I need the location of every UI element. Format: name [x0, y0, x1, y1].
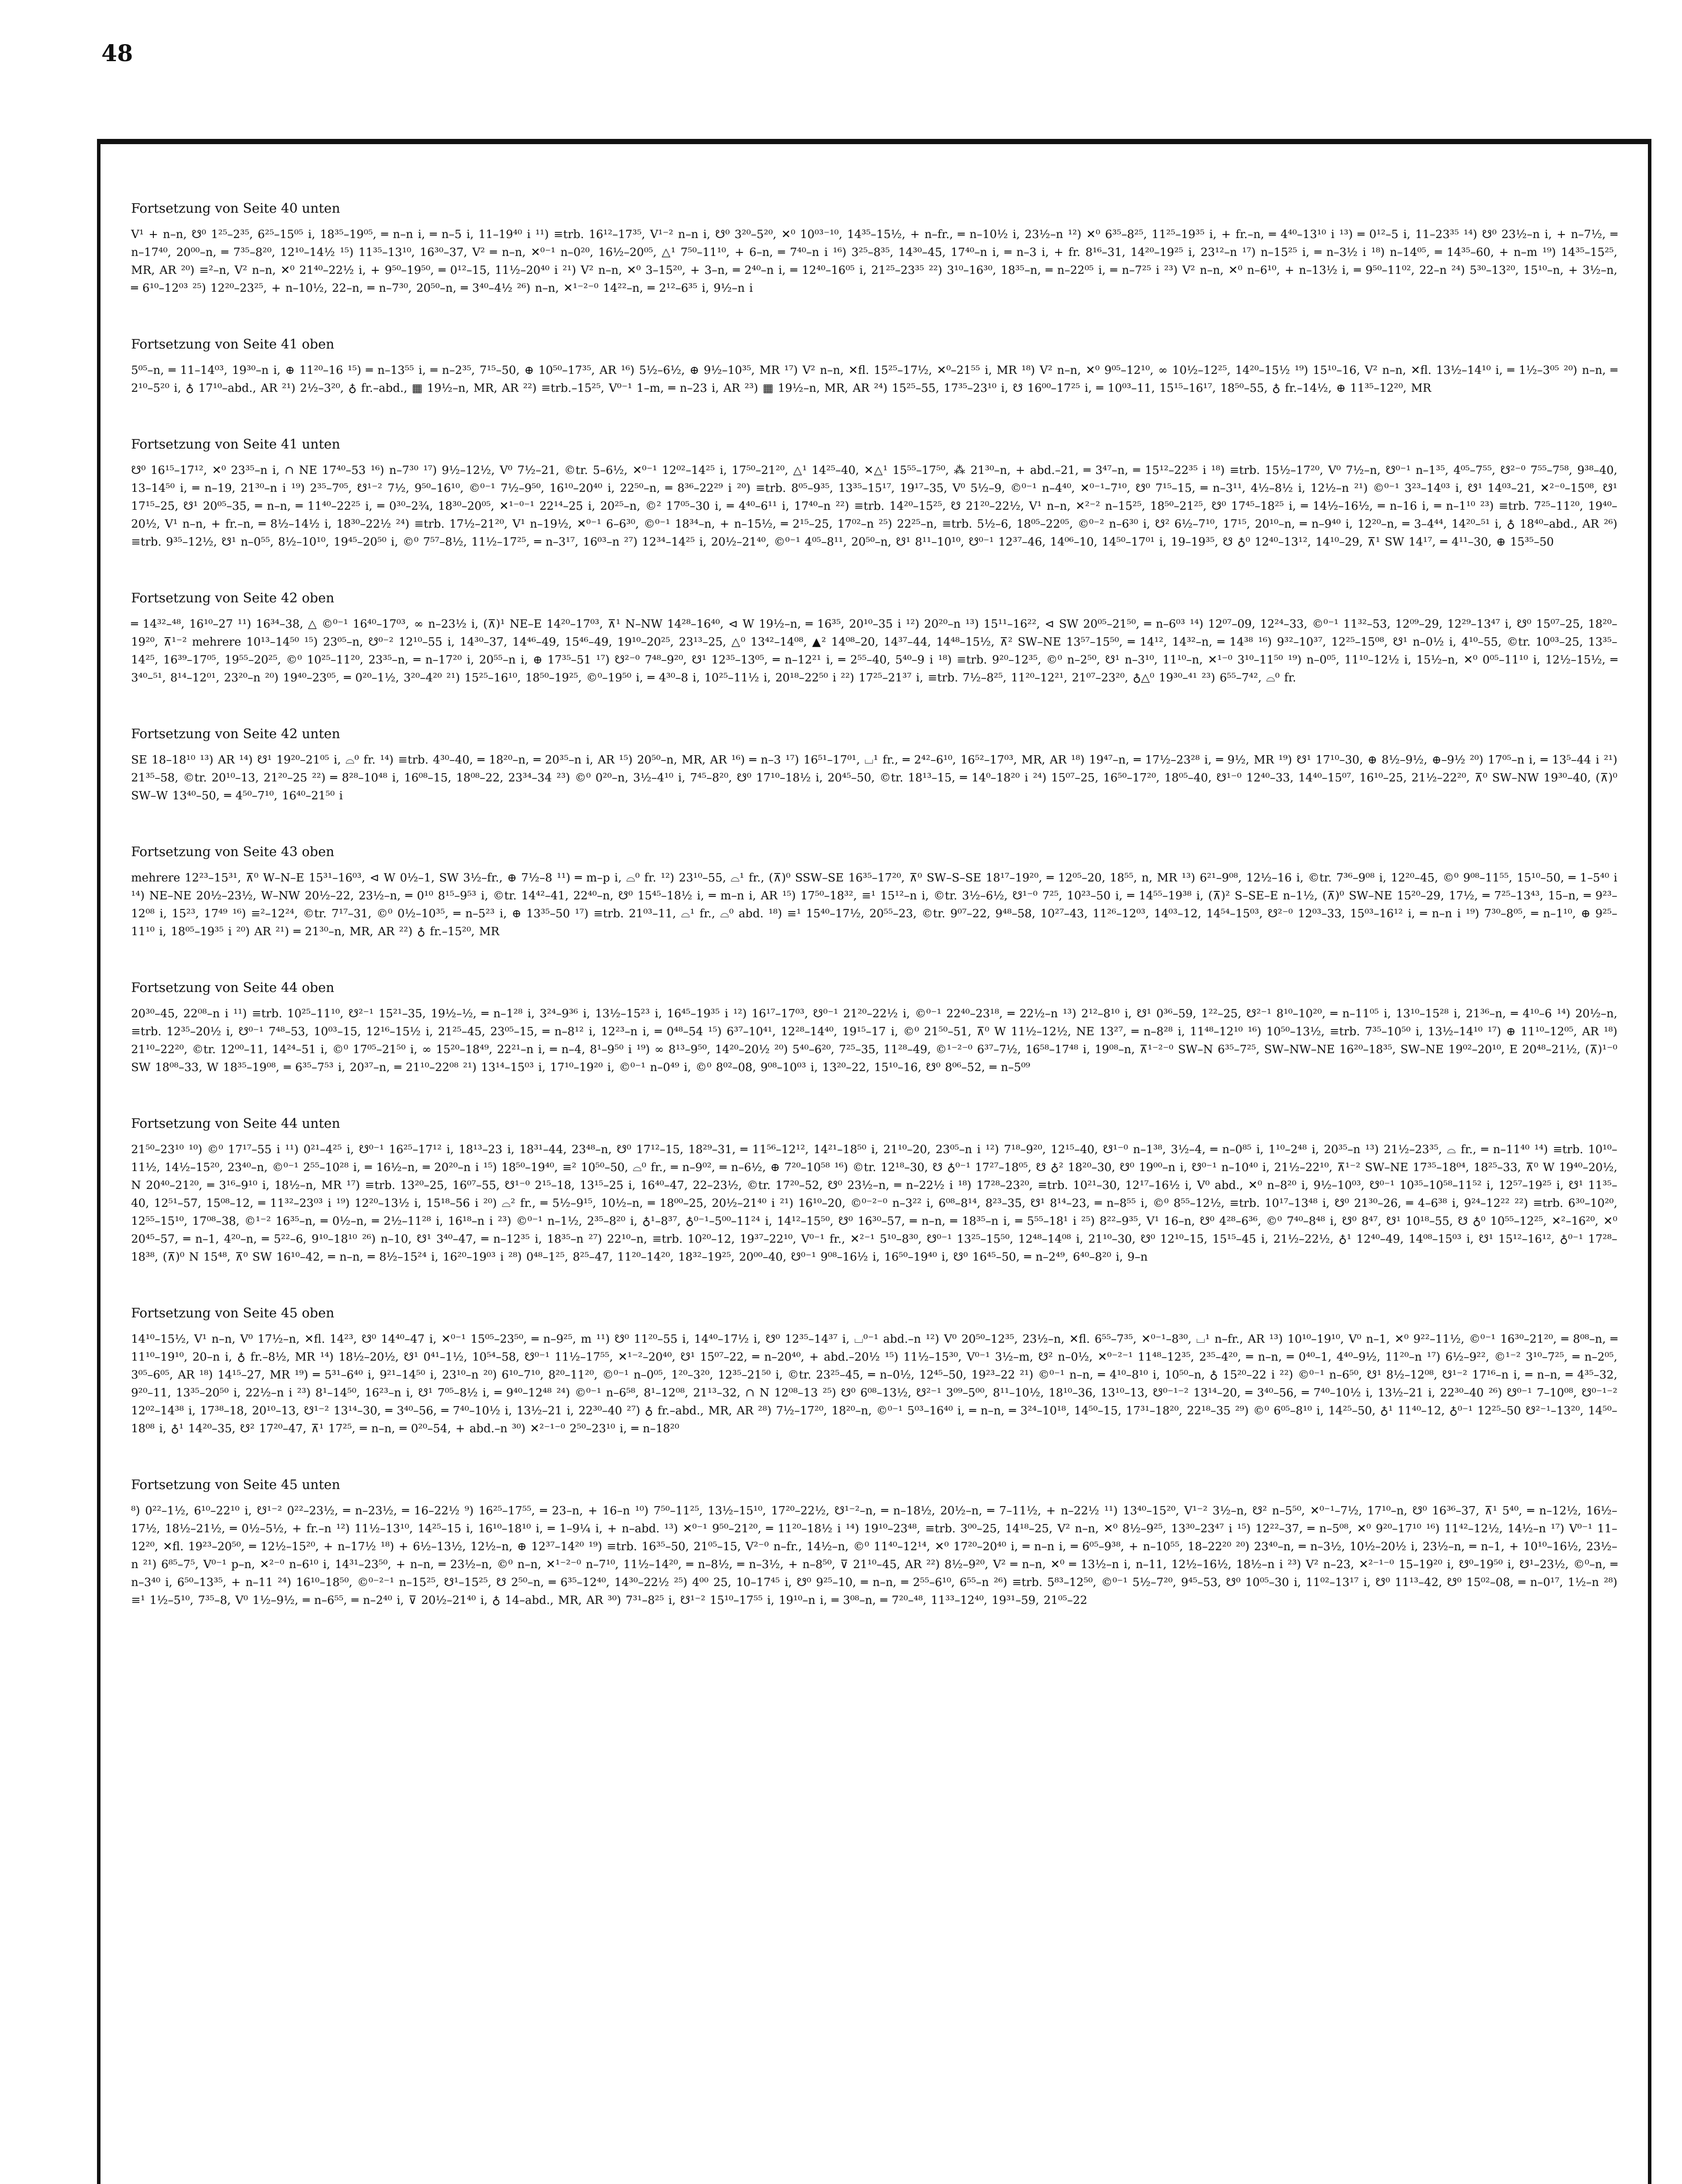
- section-heading: Fortsetzung von Seite 44 unten: [131, 1116, 340, 1131]
- section-heading: Fortsetzung von Seite 45 oben: [131, 1306, 335, 1321]
- section-42-unten: [131, 726, 1617, 805]
- section-41-oben: [131, 337, 1617, 397]
- page-number: 48: [101, 40, 133, 67]
- section-heading: Fortsetzung von Seite 44 oben: [131, 980, 335, 995]
- section-entries: 21⁵⁰–23¹⁰ ¹⁰) ©⁰ 17¹⁷–55 i ¹¹) 0²¹–4²⁵ i, ☋⁰⁻¹ 16²⁵–17¹² i, 18¹³–23 i, 18³¹–44, 23⁴⁸–n, ☋⁰ 17¹²–15, 18²⁹–31, ═ 11⁵⁶–12¹², 14²¹–18⁵⁰ i, 21¹⁰–20, 23⁰⁵–n i ¹²) 7¹⁸–9²⁰, 12¹⁵–40, ☋¹⁻⁰ n–1³⁸, 3½–4, ═ n–0⁸⁵ i, 1¹⁰–2⁴⁸ i, 20³⁵–n ¹³) 21½–23³⁵, ⌓ fr., ═ n–11⁴⁰ ¹⁴) ≡trb. 10¹⁰–11½, 14½–15²⁰, 23⁴⁰–n, ©⁰⁻¹ 2⁵⁵–10²⁸ i, ═ 16½–n, ═ 20²⁰–n i ¹⁵) 18⁵⁰–19⁴⁰, ≡² 10⁵⁰–50, ⌓⁰ fr., ═ n–9⁰², ═ n–6½, ⊕ 7²⁰–10⁵⁸ ¹⁶) ©tr. 12¹⁸–30, ☋ ♁⁰⁻¹ 17²⁷–18⁰⁵, ☋ ♁² 18²⁰–30, ☋⁰ 19⁰⁰–n i, ☋⁰⁻¹ n–10⁴⁰ i, 21½–22¹⁰, ⊼¹⁻² SW–NE 17³⁵–18⁰⁴, 18²⁵–33, ⊼⁰ W 19⁴⁰–20½, N 20⁴⁰–21²⁰, ═ 3¹⁶–9¹⁰ i, 18½–n, MR ¹⁷) ≡trb. 13²⁰–25, 16⁰⁷–55, ☋¹⁻⁰ 2¹⁵–18, 13¹⁵–25 i, 16⁴⁰–47, 22–23½, ©tr. 17²⁰–52, ☋⁰ 23½–n, ═ n–22½ i ¹⁸) 17²⁸–23²⁰, ≡trb. 10²¹–30, 12¹⁷–16½ i, V⁰ abd., ✕⁰ n–8²⁰ i, 9½–10⁰³, ☋⁰⁻¹ 10³⁵–10⁵⁸–11⁵² i, 12⁵⁷–19²⁵ i, ☋¹ 11³⁵–40, 12⁵¹–57, 15⁰⁸–12, ═ 11³²–23⁰³ i ¹⁹) 12²⁰–13½ i, 15¹⁸–56 i ²⁰) ⌓² fr., ═ 5½–9¹⁵, 10½–n, ═ 18⁰⁰–25, 20½–21⁴⁰ i ²¹) 16¹⁰–20, ©⁰⁻²⁻⁰ n–3²² i, 6⁰⁸–8¹⁴, 8²³–35, ☋¹ 8¹⁴–23, ═ n–8⁵⁵ i, ©⁰ 8⁵⁵–12½, ≡trb. 10¹⁷–13⁴⁸ i, ☋⁰ 21³⁰–26, ═ 4–6³⁸ i, 9²⁴–12²² ²²) ≡trb. 6³⁰–10²⁰, 12⁵⁵–15¹⁰, 17⁰⁸–38, ©¹⁻² 16³⁵–n, ═ 0½–n, ═ 2½–11²⁸ i, 16¹⁸–n i ²³) ©⁰⁻¹ n–1½, 2³⁵–8²⁰ i, ♁¹–8³⁷, ♁⁰⁻¹–5⁰⁰–11²⁴ i, 14¹²–15⁵⁰, ☋⁰ 16³⁰–57, ═ n–n, ═ 18³⁵–n i, ═ 5⁵⁵–18¹ i ²⁵) 8²²–9³⁵, V¹ 16–n, ☋⁰ 4²⁸–6³⁶, ©⁰ 7⁴⁰–8⁴⁸ i, ☋⁰ 8⁴⁷, ☋¹ 10¹⁸–55, ☋ ♁⁰ 10⁵⁵–12²⁵, ✕²–16²⁰, ✕⁰ 20⁴⁵–57, ═ n–1, 4²⁰–n, ═ 5²²–6, 9¹⁰–18¹⁰ ²⁶) n–10, ☋¹ 3⁴⁰–47, ═ n–12³⁵ i, 18³⁵–n ²⁷) 22¹⁰–n, ≡trb. 10²⁰–12, 19³⁷–22¹⁰, V⁰⁻¹ fr., ✕²⁻¹ 5¹⁰–8³⁰, ☋⁰⁻¹ 13²⁵–15⁵⁰, 12⁴⁸–14⁰⁸ i, 21¹⁰–30, ☋⁰ 12¹⁰–15, 15¹⁵–45 i, 21½–22½, ♁¹ 12⁴⁰–49, 14⁰⁸–15⁰³ i, ☋¹ 15¹²–16¹², ♁⁰⁻¹ 17²⁸–18³⁸, (⊼)⁰ N 15⁴⁸, ⊼⁰ SW 16¹⁰–42, ═ n–n, ═ 8½–15²⁴ i, 16²⁰–19⁰³ i ²⁸) 0⁴⁸–1²⁵, 8²⁵–47, 11²⁰–14²⁰, 18³²–19²⁵, 20⁰⁰–40, ☋⁰⁻¹ 9⁰⁸–16½ i, 16⁵⁰–19⁴⁰ i, ☋⁰ 16⁴⁵–50, ═ n–2⁴⁹, 6⁴⁰–8²⁰ i, 9–n: [131, 1143, 1617, 1264]
- section-entries: V¹ + n–n, ☋⁰ 1²⁵–2³⁵, 6²⁵–15⁰⁵ i, 18³⁵–19⁰⁵, ═ n–n i, ═ n–5 i, 11–19⁴⁰ i ¹¹) ≡trb. 16¹²–17³⁵, V¹⁻² n–n i, ☋⁰ 3²⁰–5²⁰, ✕⁰ 10⁰³⁻¹⁰, 14³⁵–15½, + n–fr., ═ n–10½ i, 23½–n ¹²) ✕⁰ 6³⁵–8²⁵, 11²⁵–19³⁵ i, + fr.–n, ═ 4⁴⁰–13¹⁰ i ¹³) ═ 0¹²–5 i, 11–23³⁵ ¹⁴) ☋⁰ 23½–n i, + n–7½, ═ n–17⁴⁰, 20⁰⁰–n, ═ 7³⁵–8²⁰, 12¹⁰–14½ ¹⁵) 11³⁵–13¹⁰, 16³⁰–37, V² ═ n–n, ✕⁰⁻¹ n–0²⁰, 16½–20⁰⁵, △¹ 7⁵⁰–11¹⁰, + 6–n, ═ 7⁴⁰–n i ¹⁶) 3²⁵–8³⁵, 14³⁰–45, 17⁴⁰–n i, ═ n–3 i, + fr. 8¹⁶–31, 14²⁰–19²⁵ i, 23¹²–n ¹⁷) n–15²⁵ i, ═ n–3½ i ¹⁸) n–14⁰⁵, ═ 14³⁵–60, + n–m ¹⁹) 14³⁵–15²⁵, MR, AR ²⁰) ≡²–n, V² n–n, ✕⁰ 21⁴⁰–22½ i, + 9⁵⁰–19⁵⁰, ═ 0¹²–15, 11½–20⁴⁰ i ²¹) V² n–n, ✕⁰ 3–15²⁰, + 3–n, ═ 2⁴⁰–n i, ═ 12⁴⁰–16⁰⁵ i, 21²⁵–23³⁵ ²²) 3¹⁰–16³⁰, 18³⁵–n, ═ n–22⁰⁵ i, ═ n–7²⁵ i ²³) V² n–n, ✕⁰ n–6¹⁰, + n–13½ i, ═ 9⁵⁰–11⁰², 22–n ²⁴) 5³⁰–13²⁰, 15¹⁰–n, + 3½–n, ═ 6¹⁰–12⁰³ ²⁵) 12²⁰–23²⁵, + n–10½, 22–n, ═ n–7³⁰, 20⁵⁰–n, ═ 3⁴⁰–4½ ²⁶) n–n, ✕¹⁻²⁻⁰ 14²²–n, ═ 2¹²–6³⁵ i, 9½–n i: [131, 228, 1617, 295]
- section-45-unten: [131, 1477, 1617, 1610]
- section-entries: ☋⁰ 16¹⁵–17¹², ✕⁰ 23³⁵–n i, ∩ NE 17⁴⁰–53 ¹⁶) n–7³⁰ ¹⁷) 9½–12½, V⁰ 7½–21, ©tr. 5–6½, ✕⁰⁻¹ 12⁰²–14²⁵ i, 17⁵⁰–21²⁰, △¹ 14²⁵–40, ✕△¹ 15⁵⁵–17⁵⁰, ⁂ 21³⁰–n, + abd.–21, ═ 3⁴⁷–n, ═ 15¹²–22³⁵ i ¹⁸) ≡trb. 15½–17²⁰, V⁰ 7½–n, ☋⁰⁻¹ n–1³⁵, 4⁰⁵–7⁵⁵, ☋²⁻⁰ 7⁵⁵–7⁵⁸, 9³⁸–40, 13–14⁵⁰ i, ═ n–19, 21³⁰–n i ¹⁹) 2³⁵–7⁰⁵, ☋¹⁻² 7½, 9⁵⁰–16¹⁰, ©⁰⁻¹ 7½–9⁵⁰, 16¹⁰–20⁴⁰ i, 22⁵⁰–n, ═ 8³⁶–22²⁹ i ²⁰) ≡trb. 8⁰⁵–9³⁵, 13³⁵–15¹⁷, 19¹⁷–35, V⁰ 5½–9, ©⁰⁻¹ n–4⁴⁰, ✕⁰⁻¹–7¹⁰, ☋⁰ 7¹⁵–15, ═ n–3¹¹, 4½–8½ i, 12½–n ²¹) ©⁰⁻¹ 3²³–14⁰³ i, ☋¹ 14⁰³–21, ✕²⁻⁰–15⁰⁸, ☋¹ 17¹⁵–25, ☋¹ 20⁰⁵–35, ═ n–n, ═ 11⁴⁰–22²⁵ i, ═ 0³⁰–2¾, 18³⁰–20⁰⁵, ✕¹⁻⁰⁻¹ 22¹⁴–25 i, 20²⁵–n, ©² 17⁰⁵–30 i, ═ 4⁴⁰–6¹¹ i, 17⁴⁰–n ²²) ≡trb. 14²⁰–15²⁵, ☋ 21²⁰–22½, V¹ n–n, ✕²⁻² n–15²⁵, 18⁵⁰–21²⁵, ☋⁰ 17⁴⁵–18²⁵ i, ═ 14½–16½, ═ n–16 i, ═ n–1¹⁰ ²³) ≡trb. 7²⁵–11²⁰, 19⁴⁰–20½, V¹ n–n, + fr.–n, ═ 8½–14½ i, 18³⁰–22½ ²⁴) ≡trb. 17½–21²⁰, V¹ n–19½, ✕⁰⁻¹ 6–6³⁰, ©⁰⁻¹ 18³⁴–n, + n–15½, ═ 2¹⁵–25, 17⁰²–n ²⁵) 22²⁵–n, ≡trb. 5½–6, 18⁰⁵–22⁰⁵, ©⁰⁻² n–6³⁰ i, ☋² 6½–7¹⁰, 17¹⁵, 20¹⁰–n, ═ n–9⁴⁰ i, 12²⁰–n, ═ 3–4⁴⁴, 14²⁰–⁵¹ i, ♁ 18⁴⁰–abd., AR ²⁶) ≡trb. 9³⁵–12½, ☋¹ n–0⁵⁵, 8½–10¹⁰, 19⁴⁵–20⁵⁰ i, ©⁰ 7⁵⁷–8½, 11½–17²⁵, ═ n–3¹⁷, 16⁰³–n ²⁷) 12³⁴–14²⁵ i, 20½–21⁴⁰, ©⁰⁻¹ 4⁰⁵–8¹¹, 20⁵⁰–n, ☋¹ 8¹¹–10¹⁰, ☋⁰⁻¹ 12³⁷–46, 14⁰⁶–10, 14⁵⁰–17⁰¹ i, 19–19³⁵, ☋ ♁⁰ 12⁴⁰–13¹², 14¹⁰–29, ⊼¹ SW 14¹⁷, ═ 4¹¹–30, ⊕ 15³⁵–50: [131, 464, 1617, 549]
- section-entries: ⁸) 0²²–1½, 6¹⁰–22¹⁰ i, ☋¹⁻² 0²²–23½, ═ n–23½, ═ 16–22½ ⁹) 16²⁵–17⁵⁵, ═ 23–n, + 16–n ¹⁰) 7⁵⁰–11²⁵, 13½–15¹⁰, 17²⁰–22½, ☋¹⁻²–n, ═ n–18½, 20½–n, ═ 7–11½, + n–22½ ¹¹) 13⁴⁰–15²⁰, V¹⁻² 3½–n, ☋² n–5⁵⁰, ✕⁰⁻¹–7½, 17¹⁰–n, ☋⁰ 16³⁶–37, ⊼¹ 5⁴⁰, ═ n–12½, 16½–17½, 18½–21½, ═ 0½–5½, + fr.–n ¹²) 11½–13¹⁰, 14²⁵–15 i, 16¹⁰–18¹⁰ i, ═ 1–9¼ i, + n–abd. ¹³) ✕⁰⁻¹ 9⁵⁰–21²⁰, ═ 11²⁰–18½ i ¹⁴) 19¹⁰–23⁴⁸, ≡trb. 3⁰⁰–25, 14¹⁸–25, V² n–n, ✕⁰ 8½–9²⁵, 13³⁰–23⁴⁷ i ¹⁵) 12²²–37, ═ n–5⁰⁸, ✕⁰ 9²⁰–17¹⁰ ¹⁶) 11⁴²–12½, 14½–n ¹⁷) V⁰⁻¹ 11–12²⁰, ✕fl. 19²³–20⁵⁰, ═ 12½–15²⁰, + n–17½ ¹⁸) + 6½–13½, 12½–n, ⊕ 12³⁷–14²⁰ ¹⁹) ≡trb. 16³⁵–50, 21⁰⁵–15, V²⁻⁰ n–fr., 14½–n, ©⁰ 11⁴⁰–12¹⁴, ✕⁰ 17²⁰–20⁴⁰ i, ═ n–n i, ═ 6⁰⁵–9³⁸, + n–10⁵⁵, 18–22²⁰ ²⁰) 23⁴⁰–n, ═ n–3½, 10½–20½ i, 23½–n, ═ n–1, + 10¹⁰–16½, 23½–n ²¹) 6⁸⁵–7⁵, V⁰⁻¹ p–n, ✕²⁻⁰ n–6¹⁰ i, 14³¹–23⁵⁰, + n–n, ═ 23½–n, ©⁰ n–n, ✕¹⁻²⁻⁰ n–7¹⁰, 11½–14²⁰, ═ n–8½, ═ n–3½, + n–8⁵⁰, ⊽ 21¹⁰–45, AR ²²) 8½–9²⁰, V² ═ n–n, ✕⁰ ═ 13½–n i, n–11, 12½–16½, 18½–n i ²³) V² n–23, ✕²⁻¹⁻⁰ 15–19²⁰ i, ☋⁰–19⁵⁰ i, ☋¹–23½, ©⁰–n, ═ n–3⁴⁰ i, 6⁵⁰–13³⁵, + n–11 ²⁴) 16¹⁰–18⁵⁰, ©⁰⁻²⁻¹ n–15²⁵, ☋¹–15²⁵, ☋ 2⁵⁰–n, ═ 6³⁵–12⁴⁰, 14³⁰–22½ ²⁵) 4⁰⁰ 25, 10–17⁴⁵ i, ☋⁰ 9²⁵–10, ═ n–n, ═ 2⁵⁵–6¹⁰, 6⁵⁵–n ²⁶) ≡trb. 5⁸³–12⁵⁰, ©⁰⁻¹ 5½–7²⁰, 9⁴⁵–53, ☋⁰ 10⁰⁵–30 i, 11⁰²–13¹⁷ i, ☋⁰ 11¹³–42, ☋⁰ 15⁰²–08, ═ n–0¹⁷, 1½–n ²⁸) ≡¹ 1½–5¹⁰, 7³⁵–8, V⁰ 1½–9½, ═ n–6⁵⁵, ═ n–2⁴⁰ i, ⊽ 20½–21⁴⁰ i, ♁ 14–abd., MR, AR ³⁰) 7³¹–8²⁵ i, ☋¹⁻² 15¹⁰–17⁵⁵ i, 19¹⁰–n i, ═ 3⁰⁸–n, ═ 7²⁰–⁴⁸, 11³³–12⁴⁰, 19³¹–59, 21⁰⁵–22: [131, 1504, 1617, 1607]
- section-entries: mehrere 12²³–15³¹, ⊼⁰ W–N–E 15³¹–16⁰³, ⊲ W 0½–1, SW 3½–fr., ⊕ 7½–8 ¹¹) ═ m–p i, ⌓⁰ fr. ¹²) 23¹⁰–55, ⌓¹ fr., (⊼)⁰ SSW–SE 16³⁵–17²⁰, ⊼⁰ SW–S–SE 18¹⁷–19²⁰, ═ 12⁰⁵–20, 18⁵⁵, n, MR ¹³) 6²¹–9⁰⁸, 12½–16 i, ©tr. 7³⁶–9⁰⁸ i, 12²⁰–45, ©⁰ 9⁰⁸–11⁵⁵, 15¹⁰–50, ═ 1–5⁴⁰ i ¹⁴) NE–NE 20½–23½, W–NW 20½–22, 23½–n, ═ 0¹⁰ 8¹⁵–9⁵³ i, ©tr. 14⁴²–41, 22⁴⁰–n, ☋⁰ 15⁴⁵–18½ i, ═ m–n i, AR ¹⁵) 17⁵⁰–18³², ≡¹ 15¹²–n i, ©tr. 3½–6½, ☋¹⁻⁰ 7²⁵, 10²³–50 i, ═ 14⁵⁵–19³⁸ i, (⊼)² S–SE–E n–1½, (⊼)⁰ SW–NE 15²⁰–29, 17½, ═ 7²⁵–13⁴³, 15–n, ═ 9²³–12⁰⁸ i, 15²³, 17⁴⁹ ¹⁶) ≡²–12²⁴, ©tr. 7¹⁷–31, ©⁰ 0½–10³⁵, ═ n–5²³ i, ⊕ 13³⁵–50 ¹⁷) ≡trb. 21⁰³–11, ⌓¹ fr., ⌓⁰ abd. ¹⁸) ≡¹ 15⁴⁰–17½, 20⁵⁵–23, ©tr. 9⁰⁷–22, 9⁴⁸–58, 10²⁷–43, 11²⁶–12⁰³, 14⁰³–12, 14⁵⁴–15⁰³, ☋²⁻⁰ 12⁰³–33, 15⁰³–16¹² i, ═ n–n i ¹⁹) 7³⁰–8⁰⁵, ═ n–1¹⁰, ⊕ 9²⁵–11¹⁰ i, 18⁰⁵–19³⁵ i ²⁰) AR ²¹) ═ 21³⁰–n, MR, AR ²²) ♁ fr.–15²⁰, MR: [131, 871, 1617, 938]
- section-44-oben: [131, 980, 1617, 1077]
- section-entries: 5⁰⁵–n, ═ 11–14⁰³, 19³⁰–n i, ⊕ 11²⁰–16 ¹⁵) ═ n–13⁵⁵ i, ═ n–2³⁵, 7¹⁵–50, ⊕ 10⁵⁰–17³⁵, AR ¹⁶) 5½–6½, ⊕ 9½–10³⁵, MR ¹⁷) V² n–n, ✕fl. 15²⁵–17½, ✕⁰–21⁵⁵ i, MR ¹⁸) V² n–n, ✕⁰ 9⁰⁵–12¹⁰, ∞ 10½–12²⁵, 14²⁰–15½ ¹⁹) 15¹⁰–16, V² n–n, ✕fl. 13½–14¹⁰ i, ═ 1½–3⁰⁵ ²⁰) n–n, ═ 2¹⁰–5²⁰ i, ♁ 17¹⁰–abd., AR ²¹) 2½–3²⁰, ♁ fr.–abd., ▦ 19½–n, MR, AR ²²) ≡trb.–15²⁵, V⁰⁻¹ 1–m, ═ n–23 i, AR ²³) ▦ 19½–n, MR, AR ²⁴) 15²⁵–55, 17³⁵–23¹⁰ i, ☋ 16⁰⁰–17²⁵ i, ═ 10⁰³–11, 15¹⁵–16¹⁷, 18⁵⁰–55, ♁ fr.–14½, ⊕ 11³⁵–12²⁰, MR: [131, 364, 1617, 395]
- section-41-unten: [131, 437, 1617, 551]
- section-entries: 20³⁰–45, 22⁰⁸–n i ¹¹) ≡trb. 10²⁵–11¹⁰, ☋²⁻¹ 15²¹–35, 19½–½, ═ n–1²⁸ i, 3²⁴–9³⁶ i, 13½–15²³ i, 16⁴⁵–19³⁵ i ¹²) 16¹⁷–17⁰³, ☋⁰⁻¹ 21²⁰–22½ i, ©⁰⁻¹ 22⁴⁰–23¹⁸, ═ 22½–n ¹³) 2¹²–8¹⁰ i, ☋¹ 0³⁶–59, 1²²–25, ☋²⁻¹ 8¹⁰–10²⁰, ═ n–11⁰⁵ i, 13¹⁰–15²⁸ i, 21³⁶–n, ═ 4¹⁰–6 ¹⁴) 20½–n, ≡trb. 12³⁵–20½ i, ☋⁰⁻¹ 7⁴⁸–53, 10⁰³–15, 12¹⁶–15½ i, 21²⁵–45, 23⁰⁵–15, ═ n–8¹² i, 12²³–n i, ═ 0⁴⁸–54 ¹⁵) 6³⁷–10⁴¹, 12²⁸–14⁴⁰, 19¹⁵–17 i, ©⁰ 21⁵⁰–51, ⊼⁰ W 11½–12½, NE 13²⁷, ═ n–8²⁸ i, 11⁴⁸–12¹⁰ ¹⁶) 10⁵⁰–13½, ≡trb. 7³⁵–10⁵⁰ i, 13½–14¹⁰ ¹⁷) ⊕ 11¹⁰–12⁰⁵, AR ¹⁸) 21¹⁰–22²⁰, ©tr. 12⁰⁰–11, 14²⁴–51 i, ©⁰ 17⁰⁵–21⁵⁰ i, ∞ 15²⁰–18⁴⁹, 22²¹–n i, ═ n–4, 8¹–9⁵⁰ i ¹⁹) ∞ 8¹³–9⁵⁰, 14²⁰–20½ ²⁰) 5⁴⁰–6²⁰, 7²⁵–35, 11²⁸–49, ©¹⁻²⁻⁰ 6³⁷–7½, 16⁵⁸–17⁴⁸ i, 19⁰⁸–n, ⊼¹⁻²⁻⁰ SW–N 6³⁵–7²⁵, SW–NW–NE 16²⁰–18³⁵, SW–NE 19⁰²–20¹⁰, E 20⁴⁸–21½, (⊼)¹⁻⁰ SW 18⁰⁸–33, W 18³⁵–19⁰⁸, ═ 6³⁵–7⁵³ i, 20³⁷–n, ═ 21¹⁰–22⁰⁸ ²¹) 13¹⁴–15⁰³ i, 17¹⁰–19²⁰ i, ©⁰⁻¹ n–0⁴⁹ i, ©⁰ 8⁰²–08, 9⁰⁸–10⁰³ i, 13²⁰–22, 15¹⁰–16, ☋⁰ 8⁰⁶–52, ═ n–5⁰⁹: [131, 1007, 1617, 1074]
- section-entries: SE 18–18¹⁰ ¹³) AR ¹⁴) ☋¹ 19²⁰–21⁰⁵ i, ⌓⁰ fr. ¹⁴) ≡trb. 4³⁰–40, ═ 18²⁰–n, ═ 20³⁵–n i, AR ¹⁵) 20⁵⁰–n, MR, AR ¹⁶) ═ n–3 ¹⁷) 16⁵¹–17⁰¹, ⌴¹ fr., ═ 2⁴²–6¹⁰, 16⁵²–17⁰³, MR, AR ¹⁸) 19⁴⁷–n, ═ 17½–23²⁸ i, ═ 9½, MR ¹⁹) ☋¹ 17¹⁰–30, ⊕ 8½–9½, ⊕–9½ ²⁰) 17⁰⁵–n i, ═ 13⁵–44 i ²¹) 21³⁵–58, ©tr. 20¹⁰–13, 21²⁰–25 ²²) ═ 8²⁸–10⁴⁸ i, 16⁰⁸–15, 18⁰⁸–22, 23³⁴–34 ²³) ©⁰ 0²⁰–n, 3½–4¹⁰ i, 7⁴⁵–8²⁰, ☋⁰ 17¹⁰–18½ i, 20⁴⁵–50, ©tr. 18¹³–15, ═ 14⁰–18²⁰ i ²⁴) 15⁰⁷–25, 16⁵⁰–17²⁰, 18⁰⁵–40, ☋¹⁻⁰ 12⁴⁰–33, 14⁴⁰–15⁰⁷, 16¹⁰–25, 21½–22²⁰, ⊼⁰ SW–NW 19³⁰–40, (⊼)⁰ SW–W 13⁴⁰–50, ═ 4⁵⁰–7¹⁰, 16⁴⁰–21⁵⁰ i: [131, 753, 1617, 802]
- section-43-oben: [131, 844, 1617, 941]
- section-42-oben: [131, 591, 1617, 687]
- section-entries: 14¹⁰–15½, V¹ n–n, V⁰ 17½–n, ✕fl. 14²³, ☋⁰ 14⁴⁰–47 i, ✕⁰⁻¹ 15⁰⁵–23⁵⁰, ═ n–9²⁵, m ¹¹) ☋⁰ 11²⁰–55 i, 14⁴⁰–17½ i, ☋⁰ 12³⁵–14³⁷ i, ⌴⁰⁻¹ abd.–n ¹²) V⁰ 20⁵⁰–12³⁵, 23½–n, ✕fl. 6⁵⁵–7³⁵, ✕⁰⁻¹–8³⁰, ⌴¹ n–fr., AR ¹³) 10¹⁰–19¹⁰, V⁰ n–1, ✕⁰ 9²²–11½, ©⁰⁻¹ 16³⁰–21²⁰, ═ 8⁰⁸–n, ═ 11¹⁰–19¹⁰, 20–n i, ♁ fr.–8½, MR ¹⁴) 18½–20½, ☋¹ 0⁴¹–1½, 10⁵⁴–58, ☋⁰⁻¹ 11½–17⁵⁵, ✕¹⁻²–20⁴⁰, ☋¹ 15⁰⁷–22, ═ n–20⁴⁰, + abd.–20½ ¹⁵) 11½–15³⁰, V⁰⁻¹ 3½–m, ☋² n–0½, ✕⁰⁻²⁻¹ 11⁴⁸–12³⁵, 2³⁵–4²⁰, ═ n–n, ═ 0⁴⁰–1, 4⁴⁰–9½, 11²⁰–n ¹⁷) 6½–9²², ©¹⁻² 3¹⁰–7²⁵, ═ n–2⁰⁵, 3⁰⁵–6⁰⁵, AR ¹⁸) 14¹⁵–27, MR ¹⁹) ═ 5³¹–6⁴⁰ i, 9²¹–14⁵⁰ i, 23¹⁰–n ²⁰) 6¹⁰–7¹⁰, 8²⁰–11²⁰, ©⁰⁻¹ n–0⁰⁵, 1²⁰–3²⁰, 12³⁵–21⁵⁰ i, ©tr. 23²⁵–45, ═ n–0½, 12⁴⁵–50, 19²³–22 ²¹) ©⁰⁻¹ n–n, ═ 4¹⁰–8¹⁰ i, 10⁵⁰–n, ♁ 15²⁰–22 i ²²) ©⁰⁻¹ n–6⁵⁰, ☋¹ 8½–12⁰⁸, ☋¹⁻² 17¹⁶–n i, ═ n–n, ═ 4³⁵–32, 9²⁰–11, 13³⁵–20⁵⁰ i, 22½–n i ²³) 8¹–14⁵⁰, 16²³–n i, ☋¹ 7⁰⁵–8½ i, ═ 9⁴⁰–12⁴⁸ ²⁴) ©⁰⁻¹ n–6⁵⁸, 8¹–12⁰⁸, 21¹³–32, ∩ N 12⁰⁸–13 ²⁵) ☋⁰ 6⁰⁸–13½, ☋²⁻¹ 3⁰⁹–5⁰⁰, 8¹¹–10½, 18¹⁰–36, 13¹⁰–13, ☋⁰⁻¹⁻² 13¹⁴–20, ═ 3⁴⁰–56, ═ 7⁴⁰–10½ i, 13½–21 i, 22³⁰–40 ²⁶) ☋⁰⁻¹ 7–10⁰⁸, ☋⁰⁻¹⁻² 12⁰²–14³⁸ i, 17³⁸–18, 20¹⁰–13, ☋¹⁻² 13¹⁴–30, ═ 3⁴⁰–56, ═ 7⁴⁰–10½ i, 13½–21 i, 22³⁰–40 ²⁷) ♁ fr.–abd., MR, AR ²⁸) 7½–17²⁰, 18²⁰–n, ©⁰⁻¹ 5⁰³–16⁴⁰ i, ═ n–n, ═ 3²⁴–10¹⁸, 14⁵⁰–15, 17³¹–18²⁰, 22¹⁸–35 ²⁹) ©⁰ 6⁰⁵–8¹⁰ i, 14²⁵–50, ♁¹ 11⁴⁰–12, ♁⁰⁻¹ 12²⁵–50 ☋²⁻¹–13²⁰, 14⁵⁰–18⁰⁸ i, ♁¹ 14²⁰–35, ☋² 17²⁰–47, ⊼¹ 17²⁵, ═ n–n, ═ 0²⁰–54, + abd.–n ³⁰) ✕²⁻¹⁻⁰ 2⁵⁰–23¹⁰ i, ═ n–18²⁰: [131, 1333, 1617, 1435]
- section-heading: Fortsetzung von Seite 41 unten: [131, 437, 340, 452]
- section-heading: Fortsetzung von Seite 42 oben: [131, 591, 335, 606]
- section-heading: Fortsetzung von Seite 42 unten: [131, 726, 340, 742]
- section-40-unten: [131, 201, 1617, 297]
- section-45-oben: [131, 1306, 1617, 1438]
- section-heading: Fortsetzung von Seite 45 unten: [131, 1477, 340, 1493]
- section-heading: Fortsetzung von Seite 43 oben: [131, 844, 335, 860]
- section-heading: Fortsetzung von Seite 41 oben: [131, 337, 335, 352]
- section-entries: ═ 14³²–⁴⁸, 16¹⁰–27 ¹¹) 16³⁴–38, △ ©⁰⁻¹ 16⁴⁰–17⁰³, ∞ n–23½ i, (⊼)¹ NE–E 14²⁰–17⁰³, ⊼¹ N–NW 14²⁸–16⁴⁰, ⊲ W 19½–n, ═ 16³⁵, 20¹⁰–35 i ¹²) 20²⁰–n ¹³) 15¹¹–16²², ⊲ SW 20⁰⁵–21⁵⁰, ═ n–6⁰³ ¹⁴) 12⁰⁷–09, 12²⁴–33, ©⁰⁻¹ 11³²–53, 12⁰⁹–29, 12²⁹–13⁴⁷ i, ☋⁰ 15⁰⁷–25, 18²⁰–19²⁰, ⊼¹⁻² mehrere 10¹³–14⁵⁰ ¹⁵) 23⁰⁵–n, ☋⁰⁻² 12¹⁰–55 i, 14³⁰–37, 14⁴⁶–49, 15⁴⁶–49, 19¹⁰–20²⁵, 23¹³–25, △⁰ 13⁴²–14⁰⁸, ▲² 14⁰⁸–20, 14³⁷–44, 14⁴⁸–15½, ⊼² SW–NE 13⁵⁷–15⁵⁰, ═ 14¹², 14³²–n, ═ 14³⁸ ¹⁶) 9³²–10³⁷, 12²⁵–15⁰⁸, ☋¹ n–0½ i, 4¹⁰–55, ©tr. 10⁰³–25, 13³⁵–14²⁵, 16³⁹–17⁰⁵, 19⁵⁵–20²⁵, ©⁰ 10²⁵–11²⁰, 23³⁵–n, ═ n–17²⁰ i, 20⁵⁵–n i, ⊕ 17³⁵–51 ¹⁷) ☋²⁻⁰ 7⁴⁸–9²⁰, ☋¹ 12³⁵–13⁰⁵, ═ n–12²¹ i, ═ 2⁵⁵–40, 5⁴⁰–9 i ¹⁸) ≡trb. 9²⁰–12³⁵, ©⁰ n–2⁵⁰, ☋¹ n–3¹⁰, 11¹⁰–n, ✕¹⁻⁰ 3¹⁰–11⁵⁰ ¹⁹) n–0⁰⁵, 11¹⁰–12½ i, 15½–n, ✕⁰ 0⁰⁵–11¹⁰ i, 12½–15½, ═ 3⁴⁰–⁵¹, 8¹⁴–12⁰¹, 23²⁰–n ²⁰) 19⁴⁰–23⁰⁵, ═ 0²⁰–1½, 3²⁰–4²⁰ ²¹) 15²⁵–16¹⁰, 18⁵⁰–19²⁵, ©⁰–19⁵⁰ i, ═ 4³⁰–8 i, 10²⁵–11½ i, 20¹⁸–22⁵⁰ i ²²) 17²⁵–21³⁷ i, ≡trb. 7½–8²⁵, 11²⁰–12²¹, 21⁰⁷–23²⁰, ♁△⁰ 19³⁰–⁴¹ ²³) 6⁵⁵–7⁴², ⌓⁰ fr.: [131, 618, 1617, 684]
- section-heading: Fortsetzung von Seite 40 unten: [131, 201, 340, 216]
- content-frame: [97, 139, 1651, 2184]
- section-44-unten: [131, 1116, 1617, 1266]
